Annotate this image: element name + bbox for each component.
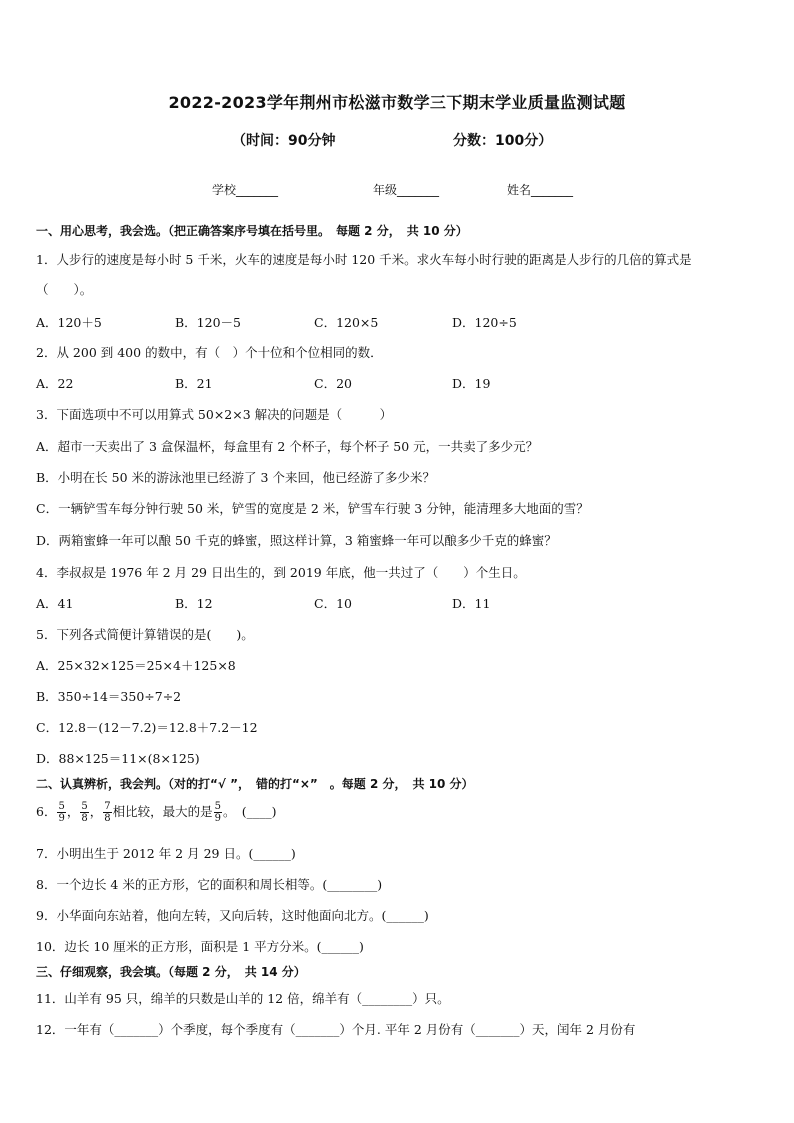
q1-option-c: C．120×5: [314, 315, 379, 330]
q2-option-a: A．22: [36, 376, 74, 391]
fraction-5-9: $\frac{5}{9}$: [58, 801, 65, 824]
page-title: 2022-2023学年荆州市松滋市数学三下期末学业质量监测试题: [168, 93, 626, 112]
question-6: 6． $\frac{5}{9}$ ， $\frac{5}{8}$ ， $\frac{7}{8}$ 相比较，最大的是 $\frac{5}{9}$ 。 (____): [36, 801, 277, 824]
question-10: 10．边长 10 厘米的正方形，面积是 1 平方分米。(______): [36, 939, 364, 954]
q4-option-b: B．12: [175, 596, 213, 611]
grade-field: 年级_______: [373, 183, 440, 197]
name-field: 姓名_______: [507, 183, 574, 197]
section-heading-1: 一、用心思考，我会选。（把正确答案序号填在括号里。 每题 2 分， 共 10 分）: [36, 224, 468, 238]
question-8: 8．一个边长 4 米的正方形，它的面积和周长相等。(________): [36, 877, 383, 892]
q3-option-a: A．超市一天卖出了 3 盒保温杯，每盒里有 2 个杯子，每个杯子 50 元，一共卖了多少元？: [36, 439, 539, 454]
q4-option-a: A．41: [36, 596, 74, 611]
question-11: 11．山羊有 95 只，绵羊的只数是山羊的 12 倍，绵羊有（________）只。: [36, 991, 450, 1006]
q1-option-d: D．120÷5: [452, 315, 517, 330]
question-9: 9．小华面向东站着，他向左转，又向后转，这时他面向北方。(______): [36, 908, 429, 923]
q4-option-d: D．11: [452, 596, 491, 611]
section-heading-2: 二、认真辨析，我会判。（对的打“√ ”， 错的打“×” 。每题 2 分， 共 10 分）: [36, 777, 474, 791]
q5-option-c: C．12.8－(12－7.2)＝12.8＋7.2－12: [36, 720, 258, 735]
q1-option-b: B．120－5: [175, 315, 241, 330]
q3-option-d: D．两箱蜜蜂一年可以酿 50 千克的蜂蜜，照这样计算，3 箱蜜蜂一年可以酿多少千克的蜂蜜？: [36, 533, 557, 548]
q6-number: 6．: [36, 804, 57, 819]
question-12: 12．一年有（_______）个季度，每个季度有（_______）个月. 平年 2 月份有（_______）天，闰年 2 月份有: [36, 1022, 636, 1037]
section-heading-3: 三、仔细观察，我会填。（每题 2 分， 共 14 分）: [36, 965, 306, 979]
q2-option-d: D．19: [452, 376, 491, 391]
question-7: 7．小明出生于 2012 年 2 月 29 日。(______): [36, 846, 296, 861]
q2-option-c: C．20: [314, 376, 352, 391]
fraction-5-9-answer: $\frac{5}{9}$: [214, 801, 221, 824]
q5-option-d: D．88×125＝11×(8×125): [36, 751, 200, 766]
question-1: 1．人步行的速度是每小时 5 千米，火车的速度是每小时 120 千米。求火车每小时行驶的距离是人步行的几倍的算式是: [36, 252, 692, 267]
question-1-blank: （ ）。: [36, 282, 93, 297]
q6-blank: 。 (____): [223, 804, 277, 819]
q5-option-a: A．25×32×125＝25×4＋125×8: [36, 658, 236, 673]
time-label: （时间：90分钟: [232, 133, 336, 149]
fraction-5-8: $\frac{5}{8}$: [81, 801, 88, 824]
q5-option-b: B．350÷14＝350÷7÷2: [36, 689, 182, 704]
question-5: 5．下列各式简便计算错误的是( )。: [36, 627, 254, 642]
q2-option-b: B．21: [175, 376, 213, 391]
question-4: 4．李叔叔是 1976 年 2 月 29 日出生的，到 2019 年底，他一共过了（ ）个生日。: [36, 565, 526, 580]
question-3: 3．下面选项中不可以用算式 50×2×3 解决的问题是（ ）: [36, 407, 393, 422]
question-2: 2．从 200 到 400 的数中，有（ ）个十位和个位相同的数．: [36, 345, 383, 360]
q4-option-c: C．10: [314, 596, 352, 611]
q3-option-b: B．小明在长 50 米的游泳池里已经游了 3 个来回，他已经游了多少米？: [36, 470, 435, 485]
q6-text: 相比较，最大的是: [112, 804, 213, 819]
school-field: 学校_______: [212, 183, 279, 197]
score-label: 分数：100分）: [453, 133, 553, 149]
fraction-7-8: $\frac{7}{8}$: [104, 801, 111, 824]
q1-option-a: A．120＋5: [36, 315, 102, 330]
q3-option-c: C．一辆铲雪车每分钟行驶 50 米，铲雪的宽度是 2 米，铲雪车行驶 3 分钟，能清理多大地面的雪？: [36, 501, 589, 516]
